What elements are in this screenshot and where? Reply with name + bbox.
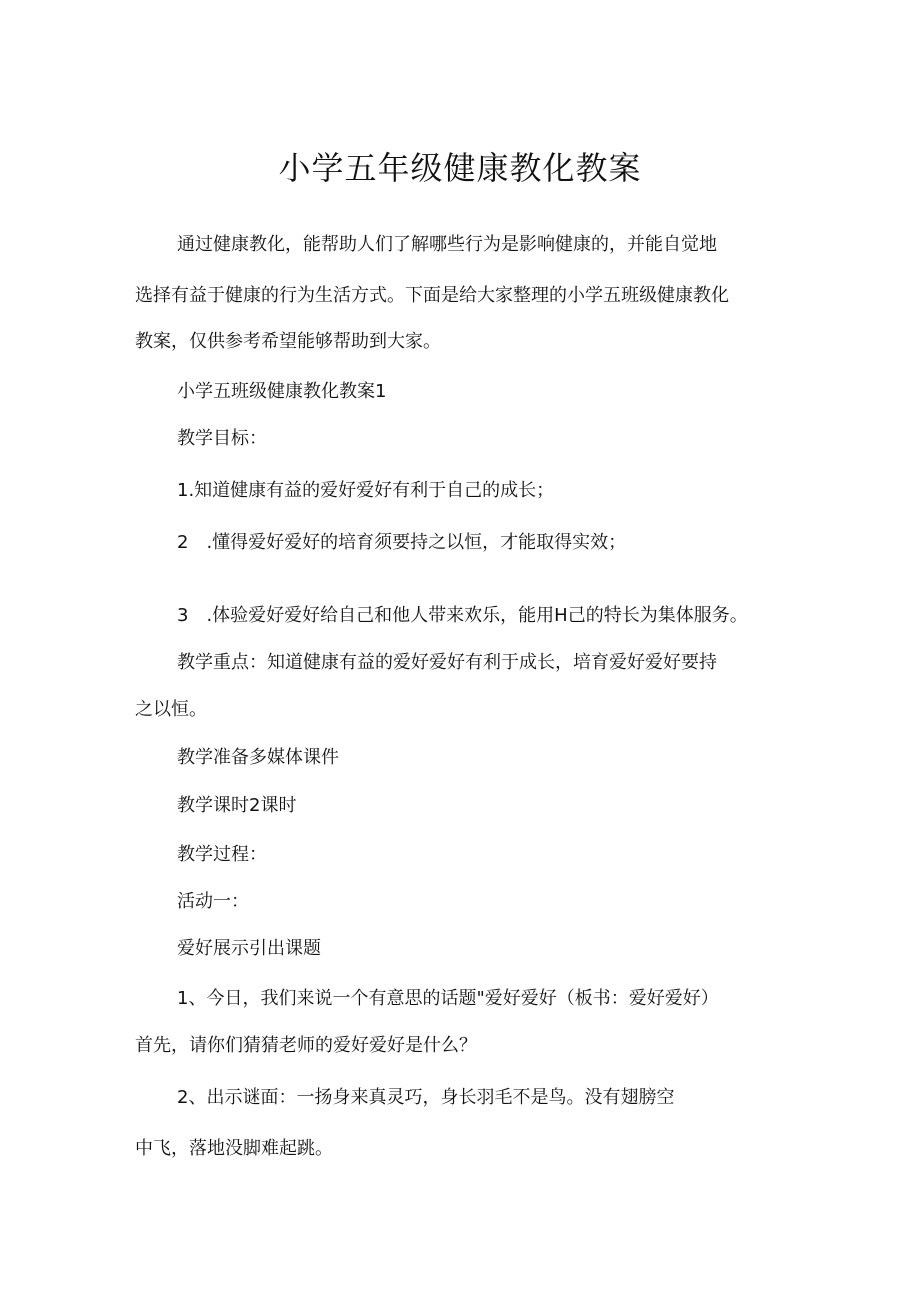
document-title: 小学五年级健康教化教案 [278, 149, 642, 187]
paragraph-line: 通过健康教化，能帮助人们了解哪些行为是影响健康的，并能自觉地 [177, 234, 717, 255]
paragraph-line: 教学课时2课时 [177, 795, 297, 816]
list-item: 1.知道健康有益的爱好爱好有利于自己的成长； [177, 480, 555, 501]
paragraph-line: 活动一： [177, 891, 249, 912]
paragraph-line: 之以恒。 [135, 699, 207, 720]
paragraph-line: 教学准备多媒体课件 [177, 747, 339, 768]
paragraph-line: 教学过程： [177, 844, 267, 865]
paragraph-line: 教学重点：知道健康有益的爱好爱好有利于成长，培育爱好爱好要持 [177, 652, 717, 673]
list-item: 2 .懂得爱好爱好的培育须要持之以恒，才能取得实效； [177, 532, 627, 553]
paragraph-line: 2、出示谜面：一扬身来真灵巧，身长羽毛不是鸟。没有翅膀空 [177, 1087, 675, 1108]
paragraph-line: 1、今日，我们来说一个有意思的话题"爱好爱好（板书：爱好爱好） [177, 988, 719, 1009]
section-heading: 小学五班级健康教化教案1 [177, 381, 387, 402]
list-item: 3 .体验爱好爱好给自己和他人带来欢乐，能用H己的特长为集体服务。 [177, 605, 748, 626]
paragraph-line: 中飞，落地没脚难起跳。 [135, 1138, 333, 1159]
paragraph-line: 选择有益于健康的行为生活方式。下面是给大家整理的小学五班级健康教化 [135, 285, 729, 306]
paragraph-line: 首先，请你们猜猜老师的爱好爱好是什么？ [135, 1035, 477, 1056]
paragraph-line: 教学目标： [177, 428, 267, 449]
paragraph-line: 爱好展示引出课题 [177, 938, 321, 959]
paragraph-line: 教案，仅供参考希望能够帮助到大家。 [135, 331, 441, 352]
